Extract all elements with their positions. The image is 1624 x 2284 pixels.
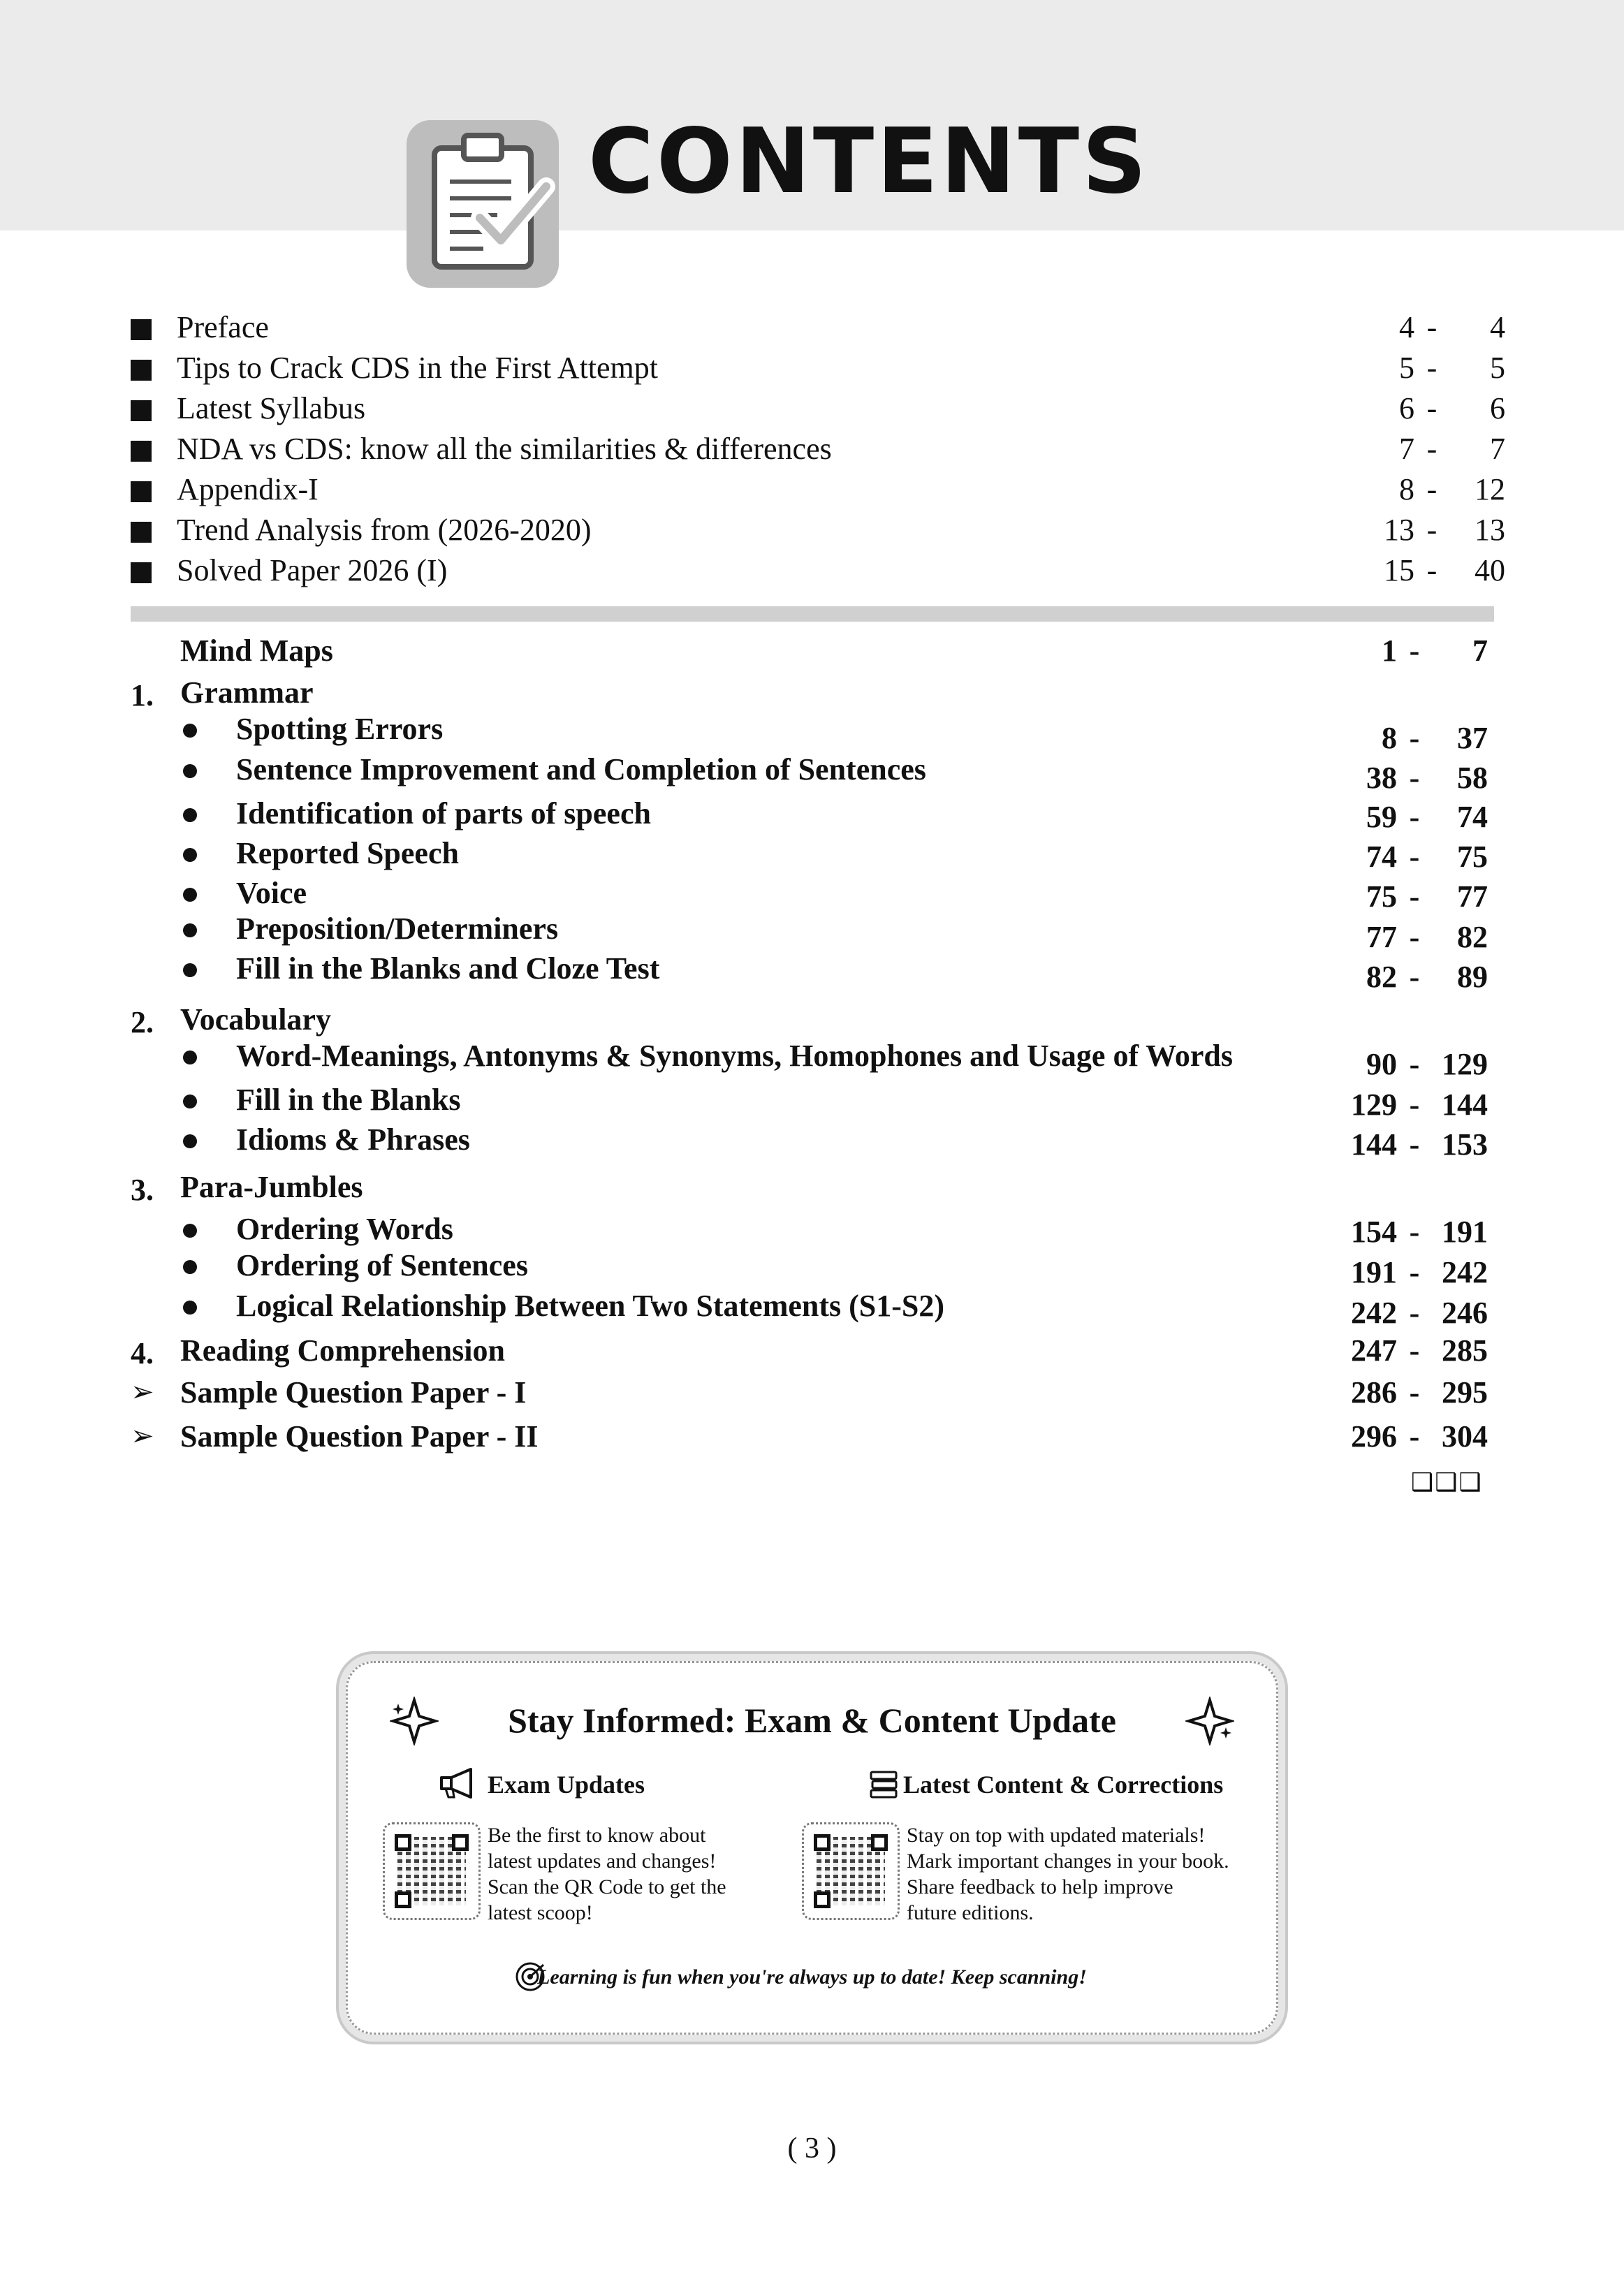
page-from: 1	[1382, 634, 1397, 668]
page-from: 82	[1366, 960, 1397, 994]
page-to: 144	[1442, 1088, 1488, 1122]
square-bullet-icon	[131, 481, 152, 502]
page-range-dash: -	[1409, 920, 1420, 954]
square-bullet-icon	[131, 319, 152, 340]
toc-entry-label: Preface	[177, 310, 269, 344]
page-to: 246	[1442, 1296, 1488, 1330]
page-to: 7	[1490, 432, 1505, 466]
page-to: 6	[1490, 391, 1505, 425]
latest-content-text: Stay on top with updated materials! Mark important changes in your book. Share feedback to help improve future editions.	[907, 1824, 1229, 1924]
chapter-title: Grammar	[180, 675, 314, 710]
page-to: 77	[1457, 879, 1488, 914]
info-box-footer: Learning is fun when you're always up to date! Keep scanning!	[537, 1965, 1087, 1989]
page-to: 37	[1457, 721, 1488, 755]
topic-label: Reported Speech	[236, 836, 459, 870]
topic-label: Ordering Words	[236, 1212, 453, 1246]
page-range-dash: -	[1409, 1375, 1420, 1410]
qr-code-exam-updates[interactable]	[383, 1822, 481, 1920]
page-to: 58	[1457, 761, 1488, 795]
page-range-dash: -	[1409, 1419, 1420, 1454]
mind-maps-label: Mind Maps	[180, 634, 333, 668]
page-to: 40	[1475, 553, 1505, 587]
page-range-dash: -	[1409, 1333, 1420, 1368]
square-bullet-icon	[131, 400, 152, 421]
page-to: 5	[1490, 351, 1505, 385]
bullet-icon	[183, 923, 197, 937]
page-range-dash: -	[1409, 761, 1420, 795]
page-range-dash: -	[1409, 800, 1420, 834]
info-box-title: Stay Informed: Exam & Content Update	[508, 1701, 1116, 1740]
page-range-dash: -	[1409, 634, 1420, 668]
latest-content-heading: Latest Content & Corrections	[903, 1771, 1224, 1799]
page-from: 129	[1351, 1088, 1397, 1122]
page-to: 75	[1457, 840, 1488, 874]
page-to: 82	[1457, 920, 1488, 954]
page-range-dash: -	[1409, 1127, 1420, 1162]
page-from: 154	[1351, 1215, 1397, 1249]
page-from: 59	[1366, 800, 1397, 834]
chapter-number: 4.	[131, 1336, 154, 1370]
page-to: 285	[1442, 1333, 1488, 1368]
arrow-bullet-icon: ➢	[131, 1420, 154, 1452]
page-to: 7	[1472, 634, 1488, 668]
page-from: 4	[1399, 310, 1414, 344]
toc-entry-label: Tips to Crack CDS in the First Attempt	[177, 351, 659, 385]
toc-entry-label: Trend Analysis from (2026-2020)	[177, 513, 592, 547]
page-from: 75	[1366, 879, 1397, 914]
page-to: 304	[1442, 1419, 1488, 1454]
page-from: 74	[1366, 840, 1397, 874]
page-to: 191	[1442, 1215, 1488, 1249]
page-to: 4	[1490, 310, 1505, 344]
page-range-dash: -	[1426, 513, 1438, 547]
chapter-number: 3.	[131, 1173, 154, 1207]
page-range-dash: -	[1409, 960, 1420, 994]
bullet-icon	[183, 1051, 197, 1064]
page-from: 90	[1366, 1047, 1397, 1081]
page-number: ( 3 )	[787, 2132, 837, 2165]
page-from: 242	[1351, 1296, 1397, 1330]
page-range-dash: -	[1409, 1296, 1420, 1330]
update-info-box	[346, 1661, 1278, 2035]
topic-label: Ordering of Sentences	[236, 1248, 528, 1282]
square-bullet-icon	[131, 562, 152, 583]
bullet-icon	[183, 963, 197, 977]
toc-entry-label: Latest Syllabus	[177, 391, 366, 425]
end-marks: ❑❑❑	[1411, 1468, 1483, 1497]
page-range-dash: -	[1409, 1047, 1420, 1081]
chapter-title: Para-Jumbles	[180, 1170, 363, 1204]
square-bullet-icon	[131, 522, 152, 543]
page-from: 38	[1366, 761, 1397, 795]
exam-updates-heading: Exam Updates	[488, 1771, 645, 1799]
page-from: 247	[1351, 1333, 1397, 1368]
page-to: 242	[1442, 1255, 1488, 1289]
exam-updates-text: Be the first to know about latest updates and changes! Scan the QR Code to get the latest scoop!	[488, 1824, 726, 1924]
page-from: 8	[1382, 721, 1397, 755]
bullet-icon	[183, 1224, 197, 1238]
page-title: CONTENTS	[588, 110, 1150, 214]
page-from: 77	[1366, 920, 1397, 954]
page-from: 15	[1384, 553, 1414, 587]
sample-paper-label: Sample Question Paper - II	[180, 1419, 539, 1454]
page-to: 12	[1475, 472, 1505, 506]
bullet-icon	[183, 888, 197, 902]
topic-label: Logical Relationship Between Two Statements (S1-S2)	[236, 1289, 945, 1323]
bullet-icon	[183, 724, 197, 738]
arrow-bullet-icon: ➢	[131, 1376, 154, 1408]
page-from: 8	[1399, 472, 1414, 506]
page-range-dash: -	[1426, 391, 1438, 425]
toc-entry-label: Solved Paper 2026 (I)	[177, 553, 448, 587]
bullet-icon	[183, 808, 197, 822]
page-from: 286	[1351, 1375, 1397, 1410]
page-from: 144	[1351, 1127, 1397, 1162]
page-range-dash: -	[1426, 472, 1438, 506]
page-range-dash: -	[1409, 1215, 1420, 1249]
bullet-icon	[183, 1134, 197, 1148]
page-range-dash: -	[1409, 721, 1420, 755]
topic-label: Fill in the Blanks and Cloze Test	[236, 951, 660, 986]
page-range-dash: -	[1426, 553, 1438, 587]
page-range-dash: -	[1426, 310, 1438, 344]
page-from: 6	[1399, 391, 1414, 425]
page-range-dash: -	[1409, 840, 1420, 874]
topic-label: Preposition/Determiners	[236, 912, 559, 946]
page-to: 13	[1475, 513, 1505, 547]
page-to: 295	[1442, 1375, 1488, 1410]
topic-label: Identification of parts of speech	[236, 796, 651, 830]
page-range-dash: -	[1409, 1255, 1420, 1289]
toc-entry-label: NDA vs CDS: know all the similarities & differences	[177, 432, 832, 466]
topic-label: Voice	[236, 876, 307, 910]
bullet-icon	[183, 764, 197, 778]
megaphone-icon	[439, 1768, 481, 1799]
chapter-number: 2.	[131, 1005, 154, 1039]
page-to: 129	[1442, 1047, 1488, 1081]
qr-code-latest-content[interactable]	[802, 1822, 900, 1920]
topic-label: Fill in the Blanks	[236, 1083, 461, 1117]
page-from: 191	[1351, 1255, 1397, 1289]
square-bullet-icon	[131, 441, 152, 462]
bullet-icon	[183, 1260, 197, 1274]
bullet-icon	[183, 1301, 197, 1315]
page-to: 153	[1442, 1127, 1488, 1162]
page-from: 296	[1351, 1419, 1397, 1454]
chapter-number: 1.	[131, 678, 154, 712]
page-from: 5	[1399, 351, 1414, 385]
page-range-dash: -	[1426, 432, 1438, 466]
square-bullet-icon	[131, 360, 152, 381]
page-from: 7	[1399, 432, 1414, 466]
clipboard-check-icon	[407, 120, 559, 288]
topic-label: Sentence Improvement and Completion of Sentences	[236, 752, 926, 786]
page-to: 74	[1457, 800, 1488, 834]
bullet-icon	[183, 848, 197, 862]
sample-paper-label: Sample Question Paper - I	[180, 1375, 527, 1410]
topic-label: Idioms & Phrases	[236, 1122, 470, 1157]
section-divider	[131, 606, 1494, 622]
page-range-dash: -	[1426, 351, 1438, 385]
books-icon	[868, 1769, 899, 1800]
page-range-dash: -	[1409, 1088, 1420, 1122]
topic-label: Spotting Errors	[236, 712, 444, 746]
chapter-title: Reading Comprehension	[180, 1333, 505, 1368]
bullet-icon	[183, 1095, 197, 1108]
chapter-title: Vocabulary	[180, 1002, 331, 1037]
page-from: 13	[1384, 513, 1414, 547]
topic-label: Word-Meanings, Antonyms & Synonyms, Homophones and Usage of Words	[236, 1039, 1233, 1073]
page-to: 89	[1457, 960, 1488, 994]
page-range-dash: -	[1409, 879, 1420, 914]
toc-entry-label: Appendix-I	[177, 472, 319, 506]
